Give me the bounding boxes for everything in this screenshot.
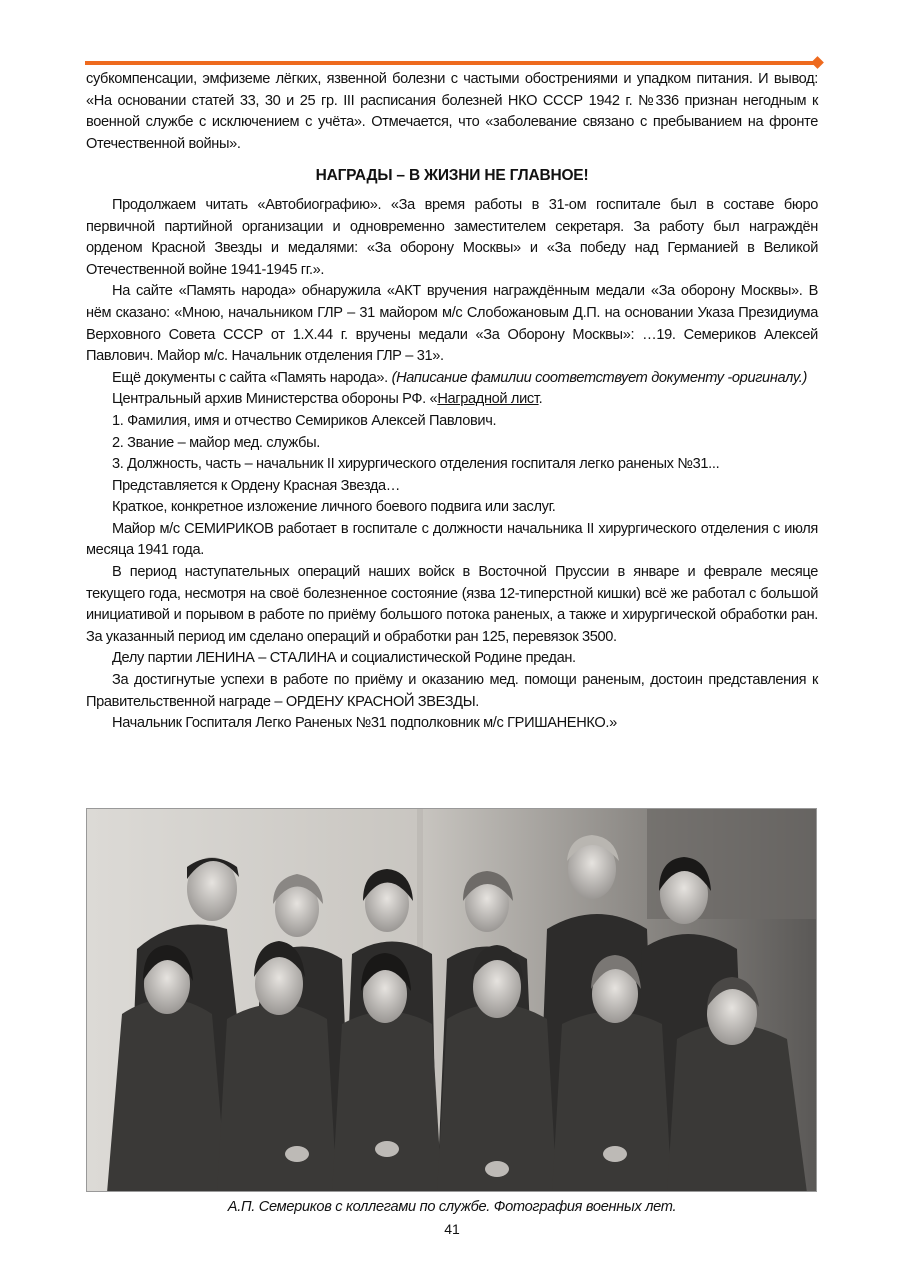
award-paragraph: Майор м/с СЕМИРИКОВ работает в госпитале с должности начальника II хирургического отделения с июля месяца 1941 года. (86, 520, 818, 559)
award-item: 3. Должность, часть – начальник II хирургического отделения госпиталя легко раненых №31... (112, 456, 720, 473)
award-paragraph: Начальник Госпиталя Легко Раненых №31 подполковник м/с ГРИШАНЕНКО.» (112, 715, 617, 732)
header-rule (85, 61, 815, 65)
award-paragraph: За достигнутые успехи в работе по приёму и оказанию мед. помощи раненым, достоин представления к Правительственной награде – ОРДЕНУ КРАСНОЙ ЗВЕЗДЫ. (86, 672, 818, 710)
photo-caption: А.П. Семериков с коллегами по службе. Фотография военных лет. (227, 1199, 677, 1215)
award-item: 1. Фамилия, имя и отчество Семириков Алексей Павлович. (112, 412, 497, 429)
award-paragraph: В период наступательных операций наших войск в Восточной Пруссии в январе и феврале месяце текущего года, несмотря на своё болезненное состояние (язва 12-типерстной кишки) всё же работал с большой инициативой и порывом в работе по приёму большого потока раненых, а также и хирургической обработки ран. За указанный период им сделано операций и обработки ран 125, перевязок 3500. (86, 564, 818, 645)
group-photo-image (87, 809, 817, 1192)
docs-intro-text: Ещё документы с сайта «Память народа». (112, 369, 388, 386)
award-sheet-link[interactable]: Наградной лист (437, 391, 539, 408)
page-body (86, 69, 818, 735)
archive-line (86, 389, 818, 411)
archive-suffix: . (538, 391, 543, 408)
header-rule-diamond-icon (811, 56, 824, 69)
docs-intro-paragraph (86, 368, 818, 390)
archive-prefix: Центральный архив Министерства обороны РФ. « (112, 391, 438, 408)
section-heading: НАГРАДЫ – В ЖИЗНИ НЕ ГЛАВНОЕ! (315, 167, 589, 185)
docs-note: (Написание фамилии соответствует документу -оригиналу.) (391, 369, 808, 386)
body-paragraph: Продолжаем читать «Автобиографию». «За время работы в 31-ом госпитале был в составе бюро первичной партийной организации и одновременно заместителем секретаря. За работу был награждён орденом Красной Звезды и медалями: «За оборону Москвы» и «За победу над Германией в Великой Отечественной войне 1941-1945 гг.». (86, 196, 818, 278)
award-paragraph: Представляется к Ордену Красная Звезда… (112, 477, 401, 494)
award-paragraph: Делу партии ЛЕНИНА – СТАЛИНА и социалистической Родине предан. (112, 650, 576, 667)
group-photo (86, 808, 817, 1192)
intro-paragraph: субкомпенсации, эмфиземе лёгких, язвенной болезни с частыми обострениями и упадком питания. И вывод: «На основании статей 33, 30 и 25 гр. III расписания болезней НКО СССР 1942 г. №336 признан негодным к военной службе с исключением с учёта». Отмечается, что «заболевание связано с пребыванием на фронте Отечественной войны». (86, 71, 818, 152)
award-item: 2. Звание – майор мед. службы. (112, 434, 320, 451)
page-number: 41 (444, 1221, 460, 1237)
body-paragraph: На сайте «Память народа» обнаружила «АКТ вручения награждённым медали «За оборону Москвы». В нём сказано: «Мною, начальником ГЛР – 31 майором м/с Слобожановым Д.П. на основании Указа Президиума Верховного Совета СССР от 1.Х.44 г. вручены медали «За Оборону Москвы»: …19. Семериков Алексей Павлович. Майор м/с. Начальник отделения ГЛР – 31». (86, 283, 818, 365)
award-paragraph: Краткое, конкретное изложение личного боевого подвига или заслуг. (112, 499, 556, 516)
